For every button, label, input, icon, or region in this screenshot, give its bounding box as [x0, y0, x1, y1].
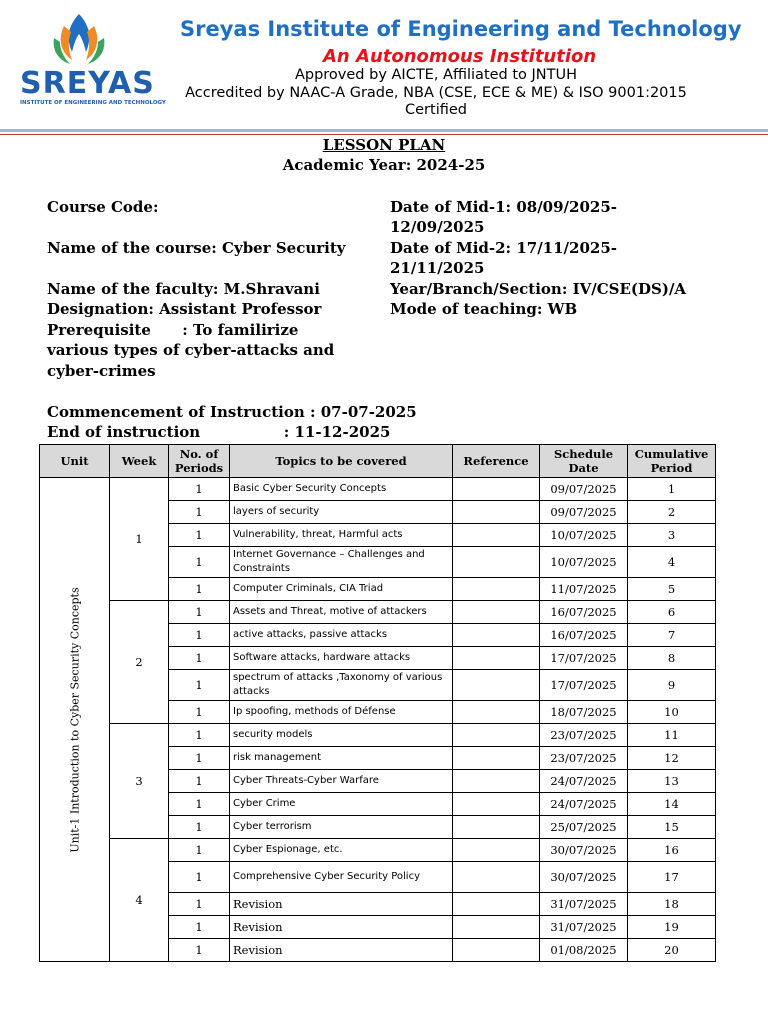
date-cell: 16/07/2025 — [540, 601, 628, 624]
reference-cell — [453, 670, 540, 701]
cumulative-cell: 14 — [628, 793, 716, 816]
periods-cell: 1 — [169, 893, 230, 916]
table-row — [40, 601, 716, 624]
periods-cell: 1 — [169, 501, 230, 524]
table-row — [40, 478, 716, 501]
reference-cell — [453, 893, 540, 916]
accreditation-line: Accredited by NAAC-A Grade, NBA (CSE, ECE & ME) & ISO 9001:2015 — [185, 85, 687, 101]
topic-cell: Assets and Threat, motive of attackers — [230, 601, 453, 624]
cumulative-cell: 9 — [628, 670, 716, 701]
topic-cell: Internet Governance – Challenges and Constraints — [230, 547, 453, 578]
periods-cell: 1 — [169, 578, 230, 601]
document-title: LESSON PLAN — [322, 136, 446, 154]
letterhead — [0, 0, 768, 130]
date-cell: 30/07/2025 — [540, 839, 628, 862]
week-cell: 1 — [110, 478, 169, 601]
date-cell: 23/07/2025 — [540, 747, 628, 770]
reference-cell — [453, 701, 540, 724]
periods-cell: 1 — [169, 547, 230, 578]
approval-line: Approved by AICTE, Affiliated to JNTUH — [294, 67, 578, 83]
periods-cell: 1 — [169, 478, 230, 501]
topic-cell: Cyber Threats-Cyber Warfare — [230, 770, 453, 793]
course-code: Course Code: — [47, 198, 159, 216]
topic-cell: active attacks, passive attacks — [230, 624, 453, 647]
table-header-row — [40, 445, 716, 478]
cumulative-cell: 8 — [628, 647, 716, 670]
header-reference: Reference — [453, 445, 540, 478]
cumulative-cell: 12 — [628, 747, 716, 770]
periods-cell: 1 — [169, 939, 230, 962]
table-row — [40, 724, 716, 747]
periods-cell: 1 — [169, 670, 230, 701]
week-cell: 2 — [110, 601, 169, 724]
periods-cell: 1 — [169, 770, 230, 793]
topic-cell: Revision — [230, 893, 453, 916]
topic-cell: Software attacks, hardware attacks — [230, 647, 453, 670]
academic-year: Academic Year: 2024-25 — [282, 156, 486, 174]
topic-cell: Comprehensive Cyber Security Policy — [230, 862, 453, 893]
header-periods: No. of Periods — [169, 445, 230, 478]
reference-cell — [453, 647, 540, 670]
periods-cell: 1 — [169, 862, 230, 893]
reference-cell — [453, 524, 540, 547]
topic-cell: Ip spoofing, methods of Défense — [230, 701, 453, 724]
periods-cell: 1 — [169, 647, 230, 670]
periods-cell: 1 — [169, 624, 230, 647]
date-cell: 01/08/2025 — [540, 939, 628, 962]
periods-cell: 1 — [169, 601, 230, 624]
periods-cell: 1 — [169, 839, 230, 862]
periods-cell: 1 — [169, 916, 230, 939]
cumulative-cell: 17 — [628, 862, 716, 893]
reference-cell — [453, 478, 540, 501]
topic-cell: layers of security — [230, 501, 453, 524]
reference-cell — [453, 839, 540, 862]
date-cell: 24/07/2025 — [540, 793, 628, 816]
topic-cell: Cyber Crime — [230, 793, 453, 816]
header-unit: Unit — [40, 445, 110, 478]
topic-cell: risk management — [230, 747, 453, 770]
date-cell: 11/07/2025 — [540, 578, 628, 601]
cumulative-cell: 3 — [628, 524, 716, 547]
reference-cell — [453, 916, 540, 939]
topic-cell: spectrum of attacks ,Taxonomy of various attacks — [230, 670, 453, 701]
reference-cell — [453, 547, 540, 578]
date-cell: 17/07/2025 — [540, 670, 628, 701]
reference-cell — [453, 939, 540, 962]
header-cumulative-period: Cumulative Period — [628, 445, 716, 478]
unit-label: Unit-1 Introduction to Cyber Security Concepts — [68, 586, 81, 853]
logo-subtext: INSTITUTE OF ENGINEERING AND TECHNOLOGY — [20, 100, 166, 106]
cumulative-cell: 15 — [628, 816, 716, 839]
cumulative-cell: 4 — [628, 547, 716, 578]
reference-cell — [453, 862, 540, 893]
week-cell: 3 — [110, 724, 169, 839]
cumulative-cell: 7 — [628, 624, 716, 647]
commencement-of-instruction: Commencement of Instruction : 07-07-2025 — [47, 403, 417, 421]
topic-cell: Computer Criminals, CIA Triad — [230, 578, 453, 601]
topic-cell: Revision — [230, 939, 453, 962]
reference-cell — [453, 816, 540, 839]
date-cell: 31/07/2025 — [540, 893, 628, 916]
header-week: Week — [110, 445, 169, 478]
cumulative-cell: 1 — [628, 478, 716, 501]
cumulative-cell: 20 — [628, 939, 716, 962]
date-cell: 09/07/2025 — [540, 501, 628, 524]
year-branch-section: Year/Branch/Section: IV/CSE(DS)/A — [390, 280, 687, 298]
topic-cell: Cyber terrorism — [230, 816, 453, 839]
reference-cell — [453, 770, 540, 793]
lesson-plan-table — [39, 444, 716, 962]
date-cell: 09/07/2025 — [540, 478, 628, 501]
date-cell: 18/07/2025 — [540, 701, 628, 724]
reference-cell — [453, 747, 540, 770]
cumulative-cell: 13 — [628, 770, 716, 793]
mid1-date-line-1: Date of Mid-1: 08/09/2025- — [390, 198, 617, 216]
topic-cell: Cyber Espionage, etc. — [230, 839, 453, 862]
prerequisite-line-2: various types of cyber-attacks and — [47, 341, 335, 359]
course-name: Name of the course: Cyber Security — [47, 239, 346, 257]
cumulative-cell: 11 — [628, 724, 716, 747]
reference-cell — [453, 578, 540, 601]
reference-cell — [453, 724, 540, 747]
date-cell: 31/07/2025 — [540, 916, 628, 939]
periods-cell: 1 — [169, 524, 230, 547]
cumulative-cell: 16 — [628, 839, 716, 862]
topic-cell: Basic Cyber Security Concepts — [230, 478, 453, 501]
cumulative-cell: 18 — [628, 893, 716, 916]
date-cell: 25/07/2025 — [540, 816, 628, 839]
table-row — [40, 839, 716, 862]
header-divider — [0, 129, 768, 132]
mid1-date-line-2: 12/09/2025 — [390, 218, 485, 236]
end-of-instruction: End of instruction : 11-12-2025 — [47, 423, 391, 441]
cumulative-cell: 19 — [628, 916, 716, 939]
faculty-name: Name of the faculty: M.Shravani — [47, 280, 320, 298]
designation: Designation: Assistant Professor — [47, 300, 322, 318]
header-topics: Topics to be covered — [230, 445, 453, 478]
date-cell: 17/07/2025 — [540, 647, 628, 670]
reference-cell — [453, 601, 540, 624]
week-cell: 4 — [110, 839, 169, 962]
topic-cell: Revision — [230, 916, 453, 939]
autonomous-tagline: An Autonomous Institution — [323, 46, 597, 67]
date-cell: 23/07/2025 — [540, 724, 628, 747]
date-cell: 10/07/2025 — [540, 524, 628, 547]
date-cell: 24/07/2025 — [540, 770, 628, 793]
topic-cell: security models — [230, 724, 453, 747]
mid2-date-line-1: Date of Mid-2: 17/11/2025- — [390, 239, 617, 257]
periods-cell: 1 — [169, 747, 230, 770]
date-cell: 30/07/2025 — [540, 862, 628, 893]
date-cell: 16/07/2025 — [540, 624, 628, 647]
cumulative-cell: 5 — [628, 578, 716, 601]
cumulative-cell: 6 — [628, 601, 716, 624]
periods-cell: 1 — [169, 701, 230, 724]
prerequisite-line-3: cyber-crimes — [47, 362, 156, 380]
header-schedule-date: Schedule Date — [540, 445, 628, 478]
reference-cell — [453, 501, 540, 524]
cumulative-cell: 2 — [628, 501, 716, 524]
cumulative-cell: 10 — [628, 701, 716, 724]
logo-wordmark: SREYAS — [20, 66, 155, 101]
periods-cell: 1 — [169, 793, 230, 816]
prerequisite-line-1: Prerequisite : To familirize — [47, 321, 299, 339]
date-cell: 10/07/2025 — [540, 547, 628, 578]
periods-cell: 1 — [169, 816, 230, 839]
topic-cell: Vulnerability, threat, Harmful acts — [230, 524, 453, 547]
certified-line: Certified — [405, 102, 467, 118]
reference-cell — [453, 793, 540, 816]
unit-cell — [40, 478, 110, 962]
mid2-date-line-2: 21/11/2025 — [390, 259, 485, 277]
mode-of-teaching: Mode of teaching: WB — [390, 300, 578, 318]
periods-cell: 1 — [169, 724, 230, 747]
header-divider-red — [0, 134, 768, 135]
institute-name: Sreyas Institute of Engineering and Technology — [180, 17, 742, 41]
reference-cell — [453, 624, 540, 647]
